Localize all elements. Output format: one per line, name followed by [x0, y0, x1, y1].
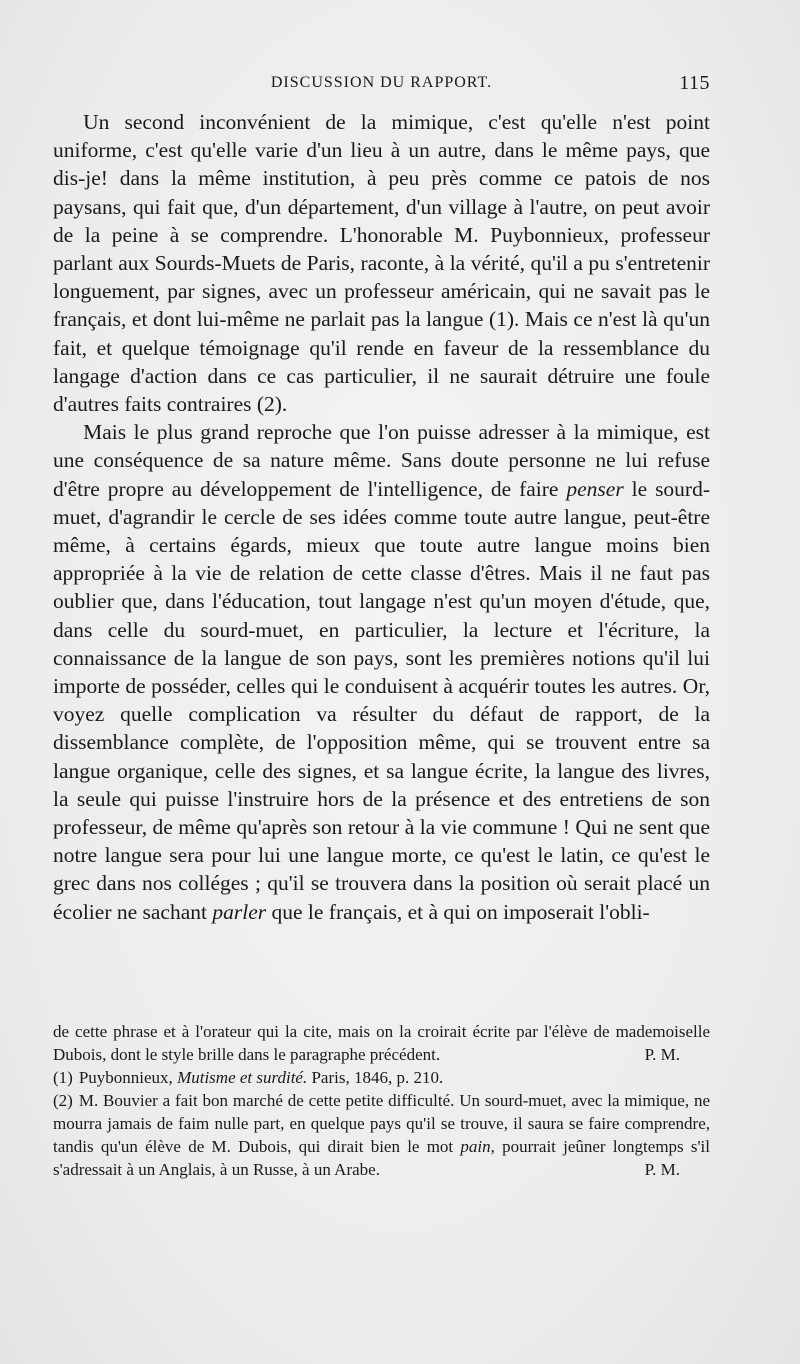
footnotes — [53, 1020, 710, 1181]
footnote-2 — [53, 1089, 710, 1181]
footnote-1-author: Puybonnieux, — [78, 1068, 178, 1087]
footnote-continuation-text: de cette phrase et à l'orateur qui la cite, mais on la croirait écrite par l'élève de mademoiselle Dubois, dont le style brille dans le paragraphe précédent. — [53, 1022, 710, 1064]
paragraph-2-part-a: Mais le plus grand reproche que l'on puisse adresser à la mimique, est une conséquence de sa nature même. Sans doute personne ne lui refuse d'être propre au développement de l'intelligence, de faire — [53, 420, 710, 501]
paragraph-1: Un second inconvénient de la mimique, c'est qu'elle n'est point uniforme, c'est qu'elle varie d'un lieu à un autre, dans le même pays, que dis-je! dans la même institution, à peu près comme ce patois de nos paysans, qui fait que, d'un département, d'un village à l'autre, on peut avoir de la peine à se comprendre. L'honorable M. Puybonnieux, professeur parlant aux Sourds-Muets de Paris, raconte, à la vérité, qu'il a pu s'entretenir longuement, par signes, avec un professeur américain, qui ne savait pas le français, et dont lui-même ne parlait pas la langue (1). Mais ce n'est là qu'un fait, et quelque témoignage qu'il rende en faveur de la ressemblance du langage d'action dans ce cas particulier, il ne saurait détruire une foule d'autres faits contraires (2). — [53, 110, 710, 417]
footnote-1-ref: Paris, 1846, p. 210. — [307, 1068, 444, 1087]
paragraph-2-part-c: que le français, et à qui on imposerait l'obli- — [266, 899, 650, 924]
footnote-2-italic-pain: pain — [460, 1137, 491, 1156]
paragraph-2 — [53, 418, 710, 926]
page-number: 115 — [679, 72, 710, 94]
paragraph-2-part-b: le sourd-muet, d'agrandir le cercle de ses idées comme toute autre langue, peut-être même, à certains égards, mieux que toute autre langue moins bien appropriée à la vie de relation de cette classe d'êtres. Mais il ne faut pas oublier que, dans l'éducation, tout langage n'est qu'un moyen d'étude, que, dans celle du sourd-muet, en particulier, la lecture et l'écriture, la connaissance de la langue de son pays, sont les premières notions qu'il lui importe de posséder, celles qui le conduisent à acquérir toutes les autres. Or, voyez quelle complication va résulter du défaut de rapport, de la dissemblance complète, de l'opposition même, qui se trouvent entre sa langue organique, celle des signes, et sa langue écrite, la langue des livres, la seule qui puisse l'instruire hors de la présence et des entretiens de son professeur, de même qu'après son retour à la vie commune ! Qui ne sent que notre langue sera pour lui une langue morte, ce qu'est le latin, ce qu'est le grec dans nos colléges ; qu'il se trouvera dans la position où serait placé un écolier ne sachant — [53, 476, 711, 924]
italic-word-parler: parler — [212, 899, 267, 924]
footnote-1 — [53, 1066, 710, 1089]
italic-word-penser: penser — [566, 476, 624, 501]
running-title: DISCUSSION DU RAPPORT. — [270, 74, 493, 91]
footnote-continuation — [53, 1020, 710, 1066]
footnote-2-part-a: M. Bouvier a fait bon marché de cette petite difficulté. Un sourd-muet, avec la mimique, ne mourra jamais de faim nulle part, en quelque pays qu'il se trouve, il saura se faire comprendre, tandis qu'un élève de M. Dubois, qui dirait bien le mot — [53, 1091, 710, 1156]
footnote-1-label: (1) — [53, 1068, 73, 1087]
main-text — [53, 108, 710, 926]
footnote-1-title: Mutisme et surdité. — [177, 1068, 308, 1087]
footnote-2-label: (2) — [53, 1091, 73, 1110]
footnote-2-part-b: , pourrait jeûner longtemps s'il s'adressait à un Anglais, à un Russe, à un Arabe. — [53, 1137, 711, 1179]
footnote-2-signature: P. M. — [644, 1160, 680, 1179]
footnote-continuation-signature: P. M. — [644, 1045, 680, 1064]
running-header — [53, 74, 710, 100]
